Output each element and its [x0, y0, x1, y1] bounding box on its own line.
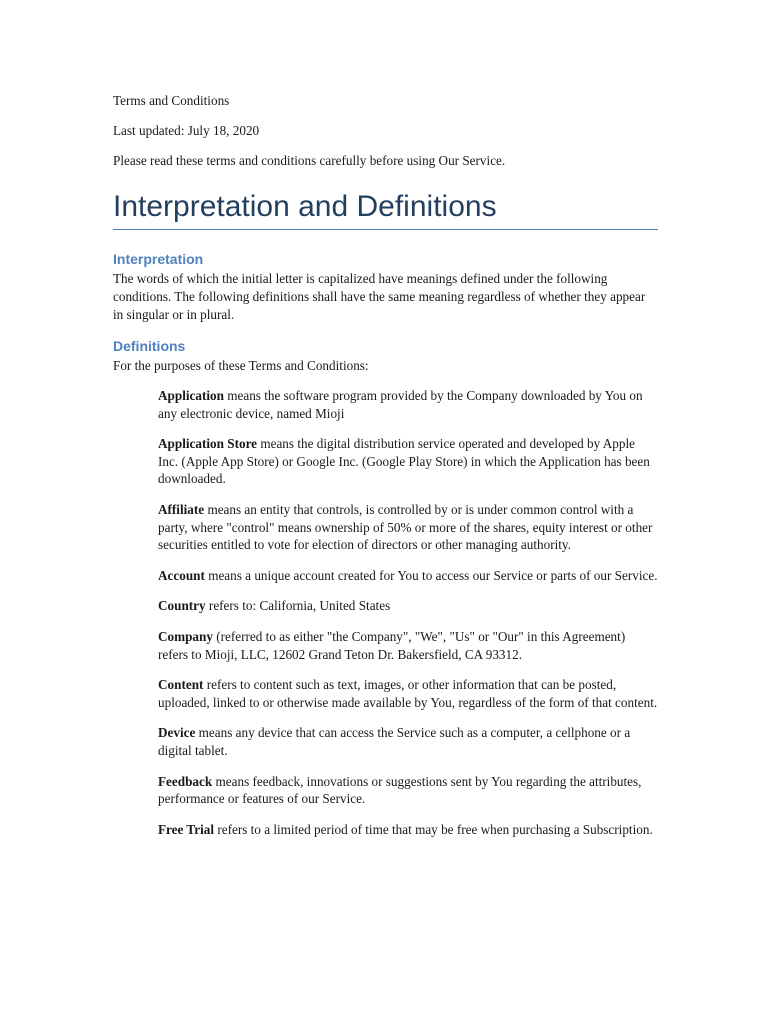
section-heading: Interpretation and Definitions	[113, 189, 658, 230]
definitions-list	[113, 387, 658, 838]
definitions-intro: For the purposes of these Terms and Conditions:	[113, 358, 369, 373]
definition-term: Account	[158, 567, 205, 583]
interpretation-heading: Interpretation	[113, 251, 204, 267]
interpretation-paragraph: The words of which the initial letter is capitalized have meanings defined under the following conditions. The following definitions shall have the same meaning regardless of whether they appear in singular or in plural.	[113, 271, 646, 322]
definition-item	[158, 387, 658, 422]
definition-text: means a unique account created for You to access our Service or parts of our Service.	[204, 567, 658, 583]
document-title-line: Terms and Conditions	[113, 93, 230, 108]
definition-text: means an entity that controls, is controlled by or is under common control with a party, where "control" means ownership of 50% or more of the shares, equity interest or other securities entitled to vote for election of directors or other managing authority.	[158, 501, 653, 553]
definition-text: refers to a limited period of time that may be free when purchasing a Subscription.	[214, 821, 653, 837]
definition-term: Free Trial	[158, 821, 215, 837]
document-page	[113, 92, 658, 851]
last-updated: Last updated: July 18, 2020	[113, 123, 260, 138]
definition-item	[158, 773, 658, 808]
definition-term: Application	[158, 388, 224, 403]
definition-term: Content	[158, 677, 204, 693]
definition-item	[158, 435, 658, 488]
definition-item	[158, 724, 658, 759]
definition-term: Affiliate	[158, 501, 205, 517]
definition-text: means feedback, innovations or suggestions sent by You regarding the attributes, performance or features of our Service.	[158, 773, 642, 807]
definition-term: Feedback	[158, 773, 213, 789]
definition-item	[158, 597, 658, 615]
definition-text: means the digital distribution service operated and developed by Apple Inc. (Apple App Store) or Google Inc. (Google Play Store) in which the Application has been downloaded.	[158, 436, 650, 487]
definition-text: (referred to as either "the Company", "We", "Us" or "Our" in this Agreement) refers to Mioji, LLC, 12602 Grand Teton Dr. Bakersfield, CA 93312.	[158, 628, 626, 662]
definition-text: refers to content such as text, images, or other information that can be posted, uploaded, linked to or otherwise made available by You, regardless of the form of that content.	[158, 677, 658, 710]
definition-item	[158, 821, 658, 839]
definition-item	[158, 567, 658, 585]
definition-item	[158, 628, 658, 663]
definition-term: Application Store	[158, 436, 258, 452]
definition-term: Country	[158, 598, 206, 614]
definition-term: Device	[158, 725, 196, 741]
definition-item	[158, 676, 658, 711]
definition-text: means the software program provided by the Company downloaded by You on any electronic device, named Mioji	[158, 388, 643, 421]
intro-paragraph: Please read these terms and conditions carefully before using Our Service.	[113, 153, 506, 168]
definition-text: refers to: California, United States	[205, 598, 391, 614]
definitions-heading: Definitions	[113, 338, 186, 354]
definition-text: means any device that can access the Service such as a computer, a cellphone or a digital tablet.	[158, 725, 631, 758]
definition-term: Company	[158, 628, 213, 644]
definition-item	[158, 501, 658, 554]
